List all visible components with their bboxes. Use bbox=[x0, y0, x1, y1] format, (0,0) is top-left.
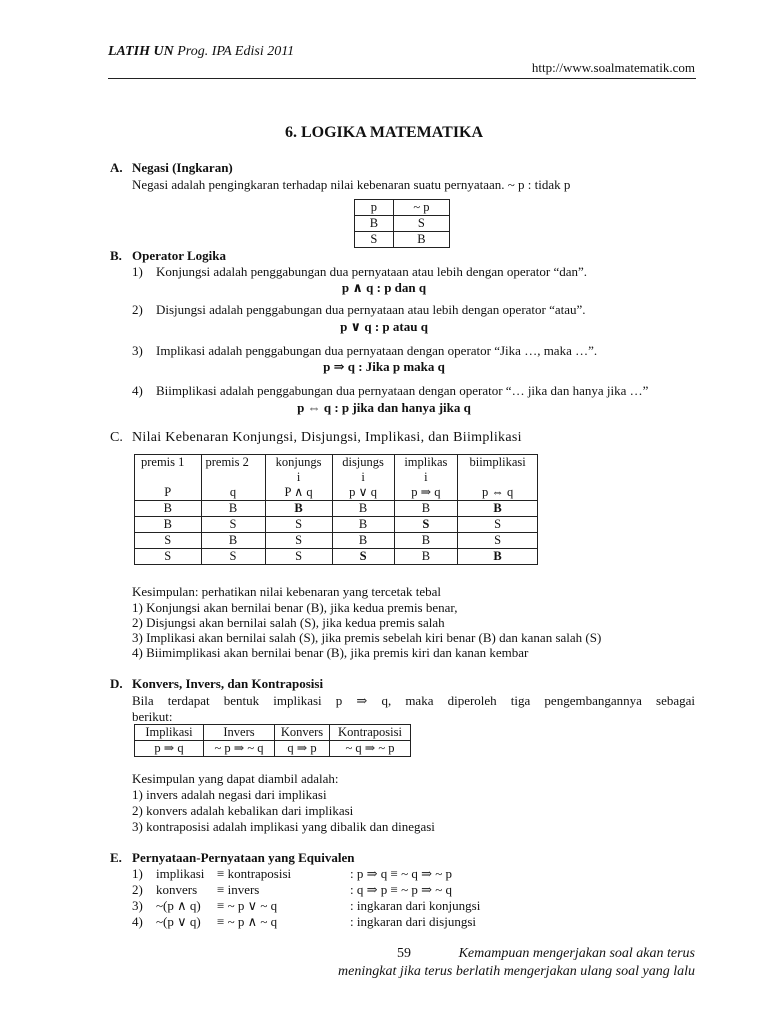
equiv-a: konvers bbox=[156, 882, 198, 897]
table-cell: B bbox=[394, 501, 458, 517]
table-cell: B bbox=[458, 549, 538, 565]
operator-text: Implikasi adalah penggabungan dua pernyataan dengan operator “Jika …, maka …”. bbox=[156, 343, 598, 358]
header-cell: biimplikasi bbox=[458, 455, 538, 471]
conclusion-item: 3) Implikasi akan bernilai salah (S), jika premis sebelah kiri benar (B) dan kanan salah (S) bbox=[132, 630, 602, 645]
section-d-letter: D. bbox=[110, 676, 123, 691]
table-cell: B bbox=[458, 501, 538, 517]
header-cell: Invers bbox=[204, 725, 275, 741]
header-cell: disjungs bbox=[332, 455, 394, 471]
header-cell: implikas bbox=[394, 455, 458, 471]
section-b-letter: B. bbox=[110, 248, 122, 263]
header-url[interactable]: http://www.soalmatematik.com bbox=[531, 60, 695, 75]
header-cell: P bbox=[135, 485, 202, 501]
equiv-b: ≡ invers bbox=[217, 882, 260, 897]
header-cell bbox=[201, 470, 265, 485]
header-cell: premis 2 bbox=[201, 455, 265, 471]
header-cell: premis 1 bbox=[135, 455, 202, 471]
table-cell: S bbox=[135, 533, 202, 549]
footer-line1: Kemampuan mengerjakan soal akan terus bbox=[458, 946, 695, 961]
header-cell: P ∧ q bbox=[265, 485, 332, 501]
table-cell: B bbox=[394, 533, 458, 549]
table-cell: S bbox=[458, 517, 538, 533]
truth-table bbox=[134, 454, 538, 565]
header-cell: Kontraposisi bbox=[330, 725, 411, 741]
section-e-letter: E. bbox=[110, 850, 122, 865]
implication-table bbox=[134, 724, 411, 757]
header-cell bbox=[458, 470, 538, 485]
header-cell: konjungs bbox=[265, 455, 332, 471]
equiv-c: : ingkaran dari disjungsi bbox=[350, 914, 477, 929]
conclusion-item: 3) kontraposisi adalah implikasi yang dibalik dan dinegasi bbox=[132, 819, 435, 834]
section-a-heading: Negasi (Ingkaran) bbox=[132, 160, 233, 175]
table-cell: S bbox=[393, 216, 449, 232]
section-d-text-cont: berikut: bbox=[132, 709, 173, 724]
table-row bbox=[135, 517, 538, 533]
conclusion-item: 4) Biimimplikasi akan bernilai benar (B), jika premis kiri dan kanan kembar bbox=[132, 645, 529, 660]
header-brand: LATIH UN bbox=[108, 44, 174, 59]
table-cell: S bbox=[394, 517, 458, 533]
header-cell: p ∨ q bbox=[332, 485, 394, 501]
section-c-heading: Nilai Kebenaran Konjungsi, Disjungsi, Implikasi, dan Biimplikasi bbox=[132, 430, 522, 445]
table-cell: B bbox=[201, 501, 265, 517]
header-left bbox=[108, 44, 294, 60]
equiv-a: ~(p ∧ q) bbox=[156, 898, 201, 913]
page-number: 59 bbox=[397, 946, 411, 961]
table-cell: B bbox=[332, 533, 394, 549]
table-row bbox=[135, 501, 538, 517]
header-cell: Implikasi bbox=[135, 725, 204, 741]
footer-line2: meningkat jika terus berlatih mengerjakan ulang soal yang lalu bbox=[338, 964, 695, 979]
conclusion-title: Kesimpulan: perhatikan nilai kebenaran yang tercetak tebal bbox=[132, 584, 441, 599]
conclusion-item: 1) Konjungsi akan bernilai benar (B), jika kedua premis benar, bbox=[132, 600, 458, 615]
table-row bbox=[135, 533, 538, 549]
header-cell: p ⇒ q bbox=[394, 485, 458, 501]
header-cell: i bbox=[265, 470, 332, 485]
table-cell: B bbox=[393, 232, 449, 248]
equiv-num: 2) bbox=[132, 882, 143, 897]
operator-text: Konjungsi adalah penggabungan dua pernyataan atau lebih dengan operator “dan”. bbox=[156, 264, 587, 279]
table-cell: S bbox=[265, 549, 332, 565]
table-row bbox=[135, 549, 538, 565]
table-cell: S bbox=[201, 549, 265, 565]
operator-num: 2) bbox=[132, 302, 143, 317]
table-cell: ~ q ⇒ ~ p bbox=[330, 741, 411, 757]
header-cell bbox=[135, 470, 202, 485]
equiv-c: : ingkaran dari konjungsi bbox=[350, 898, 481, 913]
conclusion-item: 2) konvers adalah kebalikan dari implikasi bbox=[132, 803, 354, 818]
equiv-c: : p ⇒ q ≡ ~ q ⇒ ~ p bbox=[350, 866, 453, 881]
equiv-a: implikasi bbox=[156, 866, 205, 881]
section-c-letter: C. bbox=[110, 430, 123, 445]
table-cell: S bbox=[135, 549, 202, 565]
section-b-heading: Operator Logika bbox=[132, 248, 227, 263]
operator-num: 3) bbox=[132, 343, 143, 358]
header-subtitle: Prog. IPA Edisi 2011 bbox=[177, 44, 295, 59]
table-cell: ~ p ⇒ ~ q bbox=[204, 741, 275, 757]
operator-formula: p ⇒ q : Jika p maka q bbox=[323, 359, 445, 374]
table-cell: B bbox=[135, 517, 202, 533]
conclusion-item: 2) Disjungsi akan bernilai salah (S), jika kedua premis salah bbox=[132, 615, 445, 630]
table-cell: S bbox=[458, 533, 538, 549]
table-cell: B bbox=[394, 549, 458, 565]
table-cell: B bbox=[265, 501, 332, 517]
header-cell: i bbox=[332, 470, 394, 485]
header-cell: Konvers bbox=[275, 725, 330, 741]
equiv-b: ≡ ~ p ∨ ~ q bbox=[217, 898, 278, 913]
table-cell: B bbox=[135, 501, 202, 517]
equiv-num: 1) bbox=[132, 866, 143, 881]
section-e-heading: Pernyataan-Pernyataan yang Equivalen bbox=[132, 850, 355, 865]
table-cell: p ⇒ q bbox=[135, 741, 204, 757]
operator-num: 4) bbox=[132, 383, 143, 398]
table-cell: S bbox=[332, 549, 394, 565]
equiv-b: ≡ ~ p ∧ ~ q bbox=[217, 914, 278, 929]
table-cell: S bbox=[265, 533, 332, 549]
operator-text: Disjungsi adalah penggabungan dua pernyataan atau lebih dengan operator “atau”. bbox=[156, 302, 586, 317]
section-d-heading: Konvers, Invers, dan Kontraposisi bbox=[132, 676, 324, 691]
negation-table bbox=[354, 199, 450, 248]
table-cell: S bbox=[265, 517, 332, 533]
page-title: 6. LOGIKA MATEMATIKA bbox=[284, 124, 484, 141]
conclusion-item: 1) invers adalah negasi dari implikasi bbox=[132, 787, 327, 802]
operator-formula: p ∧ q : p dan q bbox=[341, 280, 427, 295]
equiv-b: ≡ kontraposisi bbox=[217, 866, 292, 881]
operator-formula: p ∨ q : p atau q bbox=[340, 319, 428, 334]
operator-text: Biimplikasi adalah penggabungan dua pernyataan dengan operator “… jika dan hanya jika …” bbox=[156, 383, 649, 398]
table-cell: B bbox=[355, 216, 394, 232]
section-d-text: Bila terdapat bentuk implikasi p ⇒ q, maka diperoleh tiga pengembangannya sebagai bbox=[132, 693, 695, 708]
header-cell: q bbox=[201, 485, 265, 501]
equiv-a: ~(p ∨ q) bbox=[156, 914, 201, 929]
header-cell: p ⇔ q bbox=[458, 485, 538, 501]
header-divider bbox=[108, 78, 696, 79]
equiv-num: 4) bbox=[132, 914, 143, 929]
operator-formula: p ⇔ q : p jika dan hanya jika q bbox=[297, 400, 471, 415]
equiv-num: 3) bbox=[132, 898, 143, 913]
table-cell: p bbox=[355, 200, 394, 216]
conclusion-title: Kesimpulan yang dapat diambil adalah: bbox=[132, 771, 339, 786]
table-cell: ~ p bbox=[393, 200, 449, 216]
header-cell: i bbox=[394, 470, 458, 485]
operator-num: 1) bbox=[132, 264, 143, 279]
table-cell: B bbox=[332, 501, 394, 517]
table-cell: S bbox=[355, 232, 394, 248]
table-cell: q ⇒ p bbox=[275, 741, 330, 757]
table-cell: B bbox=[332, 517, 394, 533]
equiv-c: : q ⇒ p ≡ ~ p ⇒ ~ q bbox=[350, 882, 453, 897]
table-cell: B bbox=[201, 533, 265, 549]
section-a-text: Negasi adalah pengingkaran terhadap nilai kebenaran suatu pernyataan. ~ p : tidak p bbox=[132, 177, 571, 192]
table-cell: S bbox=[201, 517, 265, 533]
section-a-letter: A. bbox=[110, 160, 123, 175]
